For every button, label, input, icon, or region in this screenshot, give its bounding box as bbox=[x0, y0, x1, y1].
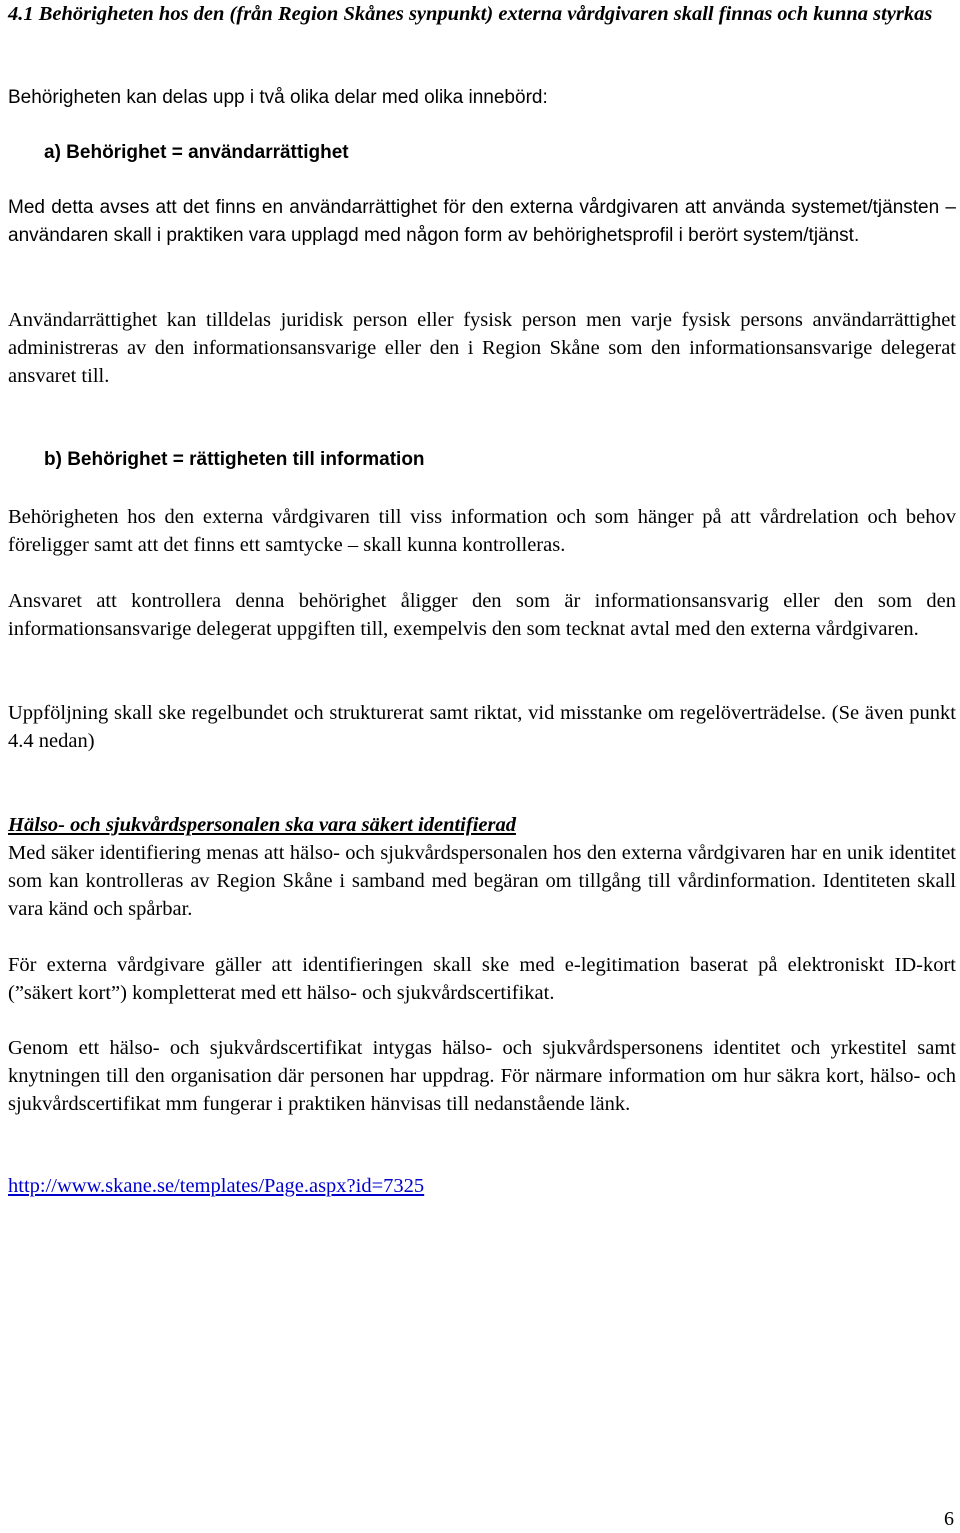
paragraph-id3-text: Genom ett hälso- och sjukvårdscertifikat intygas hälso- och sjukvårdspersonens identitet och yrkestitel samt knytningen till den organisation där personen har uppdrag. För närmare information om hur säkra kort, hälso- och sjukvårdscertifikat mm fungerar i praktiken hänvisas till nedanstående länk. bbox=[8, 1037, 956, 1115]
paragraph-a1-text: Med detta avses att det finns en användarrättighet för den externa vårdgivaren att använda systemet/tjänsten – användaren skall i praktiken vara upplagd med någon form av behörighetsprofil i berört system/tjänst. bbox=[8, 197, 956, 246]
paragraph-id2-text: För externa vårdgivare gäller att identifieringen skall ske med e-legitimation baserat på elektroniskt ID-kort (”säkert kort”) kompletterat med ett hälso- och sjukvårdscertifikat. bbox=[8, 954, 956, 1004]
subheading-a bbox=[8, 139, 956, 167]
paragraph-b1-text: Behörigheten hos den externa vårdgivaren till viss information och som hänger på att vårdrelation och behov föreligger samt att det finns ett samtycke – skall kunna kontrolleras. bbox=[8, 506, 956, 556]
page-number: 6 bbox=[944, 1508, 954, 1530]
identification-heading-text: Hälso- och sjukvårdspersonalen ska vara säkert identifierad bbox=[8, 814, 516, 836]
subheading-a-text: a) Behörighet = användarrättighet bbox=[44, 142, 349, 163]
paragraph-b1 bbox=[8, 503, 956, 559]
skane-link[interactable]: http://www.skane.se/templates/Page.aspx?id=7325 bbox=[8, 1175, 425, 1197]
link-block bbox=[8, 1175, 956, 1198]
section-heading-text: 4.1 Behörigheten hos den (från Region Skånes synpunkt) externa vårdgivaren skall finnas och kunna styrkas bbox=[8, 3, 933, 25]
section-heading bbox=[8, 2, 956, 26]
identification-heading bbox=[8, 811, 956, 839]
paragraph-a1 bbox=[8, 194, 956, 250]
paragraph-b3-text: Uppföljning skall ske regelbundet och strukturerat samt riktat, vid misstanke om regelöverträdelse. (Se även punkt 4.4 nedan) bbox=[8, 702, 956, 752]
paragraph-a2-text: Användarrättighet kan tilldelas juridisk person eller fysisk person men varje fysisk persons användarrättighet administreras av den informationsansvarige eller den i Region Skåne som den informationsansvarige delegerat ansvaret till. bbox=[8, 309, 956, 387]
paragraph-a2 bbox=[8, 306, 956, 390]
intro-paragraph bbox=[8, 84, 956, 112]
intro-text: Behörigheten kan delas upp i två olika delar med olika innebörd: bbox=[8, 87, 548, 108]
paragraph-id1 bbox=[8, 839, 956, 923]
paragraph-b2 bbox=[8, 587, 956, 643]
paragraph-id1-text: Med säker identifiering menas att hälso- och sjukvårdspersonalen hos den externa vårdgivaren har en unik identitet som kan kontrolleras av Region Skåne i samband med begäran om tillgång till vårdinformation. Identiteten skall vara känd och spårbar. bbox=[8, 842, 956, 920]
subheading-b bbox=[8, 446, 956, 474]
paragraph-id2 bbox=[8, 951, 956, 1007]
paragraph-b3 bbox=[8, 699, 956, 755]
paragraph-id3 bbox=[8, 1034, 956, 1118]
subheading-b-text: b) Behörighet = rättigheten till information bbox=[44, 449, 425, 470]
paragraph-b2-text: Ansvaret att kontrollera denna behörighet åligger den som är informationsansvarig eller den som den informationsansvarige delegerat uppgiften till, exempelvis den som tecknat avtal med den externa vårdgivaren. bbox=[8, 590, 956, 640]
